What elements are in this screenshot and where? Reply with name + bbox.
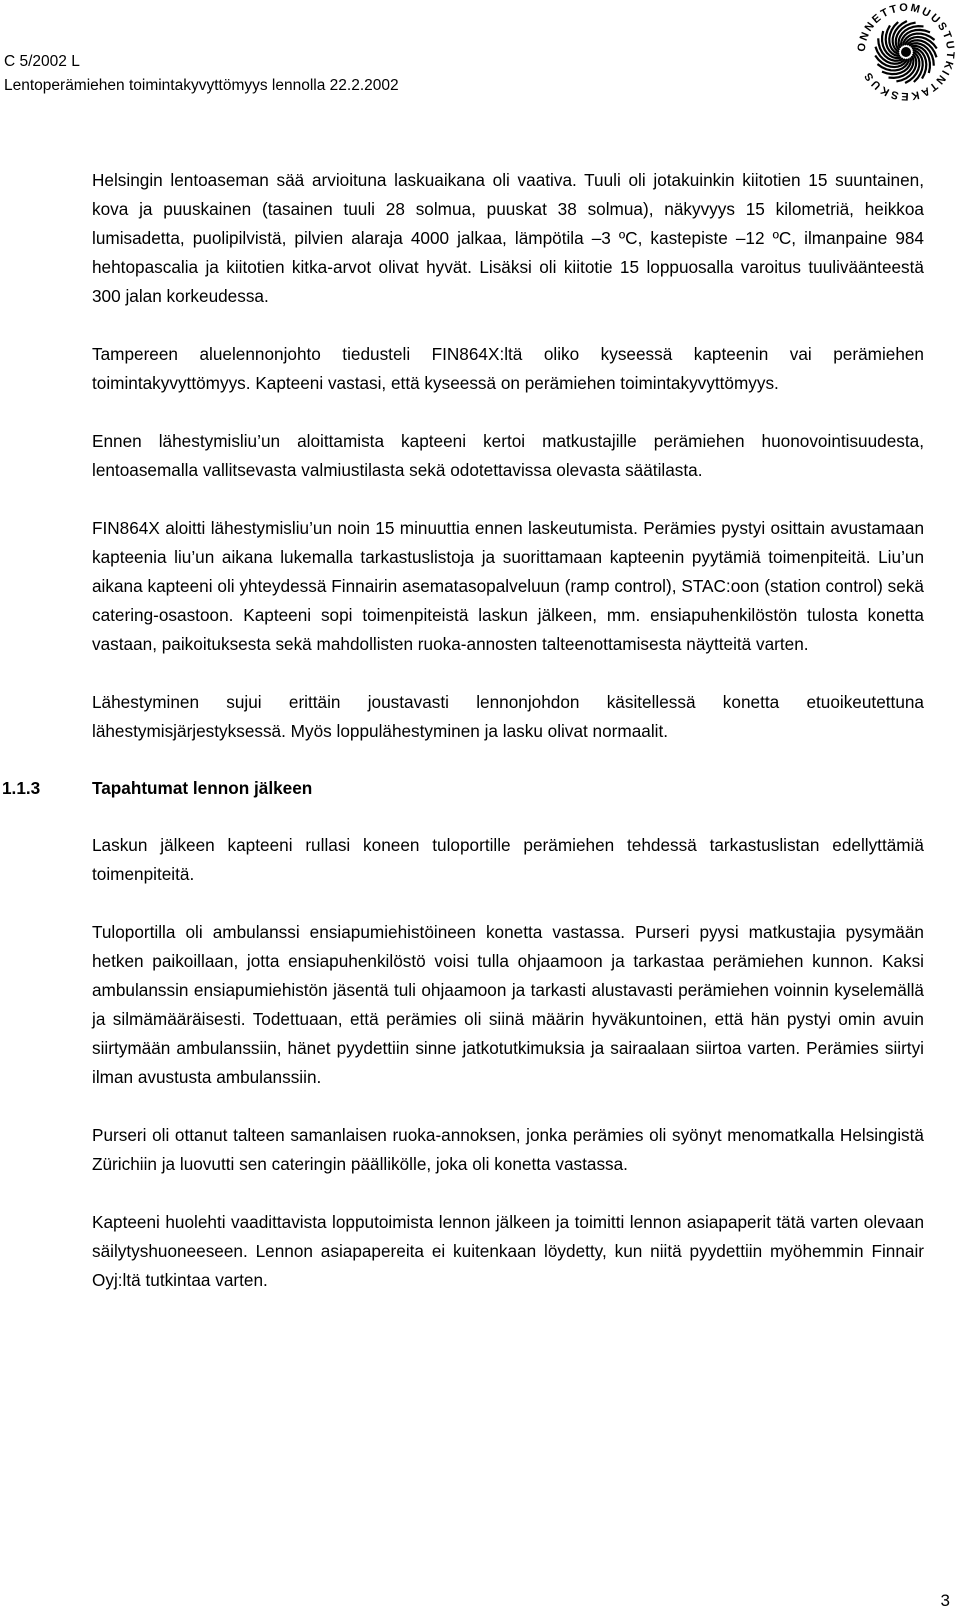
paragraph: Purseri oli ottanut talteen samanlaisen ruoka-annoksen, jonka perämies oli syönyt menomatkalla Helsingistä Zürichiin ja luovutti sen cateringin päällikölle, joka oli konetta vastassa. [92, 1125, 924, 1174]
paragraph: FIN864X aloitti lähestymisliu’un noin 15 minuuttia ennen laskeutumista. Perämies pystyi osittain avustamaan kapteenia liu’un aikana lukemalla tarkastuslistoja ja suorittamaan kapteenin pyytämiä toimenpiteitä. Liu’un aikana kapteeni oli yhteydessä Finnairin asematasopalveluun (ramp control), STAC:oon (station control) sekä catering-osastoon. Kapteeni sopi toimenpiteistä laskun jälkeen, mm. ensiapuhenkilöstön tulosta konetta vastaan, paikoituksesta sekä mahdollisten ruoka-annosten talteenottamisesta näytteitä varten. [92, 518, 924, 654]
paragraph: Tampereen aluelennonjohto tiedusteli FIN864X:ltä oliko kyseessä kapteenin vai perämiehen toimintakyvyttömyys. Kapteeni vastasi, että kyseessä on perämiehen toimintakyvyttömyys. [92, 344, 924, 393]
paragraph: Laskun jälkeen kapteeni rullasi koneen tuloportille perämiehen tehdessä tarkastuslistan edellyttämiä toimenpiteitä. [92, 835, 924, 884]
paragraph: Kapteeni huolehti vaadittavista lopputoimista lennon jälkeen ja toimitti lennon asiapaperit tätä varten olevaan säilytyshuoneeseen. Lennon asiapapereita ei kuitenkaan löydetty, kun niitä pyydettiin myöhemmin Finnair Oyj:ltä tutkintaa varten. [92, 1212, 924, 1290]
document-id: C 5/2002 L [4, 53, 80, 70]
page-header [4, 50, 399, 98]
page-number: 3 [940, 1591, 950, 1610]
document-subtitle: Lentoperämiehen toimintakyvyttömyys lennolla 22.2.2002 [4, 77, 399, 94]
section-heading [2, 774, 924, 803]
paragraph: Ennen lähestymisliu’un aloittamista kapteeni kertoi matkustajille perämiehen huonovointisuudesta, lentoasemalla vallitsevasta valmiustilasta sekä odotettavissa olevasta säätilasta. [92, 431, 924, 480]
onnettomuustutkintakeskus-seal-icon [856, 2, 956, 102]
document-body [2, 166, 924, 1295]
seal-text: ONNETTOMUUSTUTKINTAKESKUS [856, 2, 956, 102]
paragraph: Helsingin lentoaseman sää arvioituna laskuaikana oli vaativa. Tuuli oli jotakuinkin kiitotien 15 suuntainen, kova ja puuskainen (tasainen tuuli 28 solmua, puuskat 38 solmua), näkyvyys 15 kilometriä, heikkoa lumisadetta, puolipilvistä, pilvien alaraja 4000 jalkaa, lämpötila –3 ºC, kastepiste –12 ºC, ilmanpaine 984 hehtopascalia ja kiitotien kitka-arvot olivat hyvät. Lisäksi oli kiitotie 15 loppuosalla varoitus tuuliväänteestä 300 jalan korkeudessa. [92, 170, 924, 306]
paragraph: Lähestyminen sujui erittäin joustavasti lennonjohdon käsitellessä konetta etuoikeutettuna lähestymisjärjestyksessä. Myös loppulähestyminen ja lasku olivat normaalit. [92, 692, 924, 741]
paragraph: Tuloportilla oli ambulanssi ensiapumiehistöineen konetta vastassa. Purseri pyysi matkustajia pysymään hetken paikoillaan, jotta ensiapuhenkilöstö voisi tulla ohjaamoon ja tarkastaa perämiehen kunnon. Kaksi ambulanssin ensiapumiehistön jäsentä tuli ohjaamoon ja tarkasti alustavasti perämiehen voinnin kyselemällä ja silmämääräisesti. Todettuaan, että perämies oli siinä määrin hyväkuntoinen, että hän pystyi omin avuin siirtymään ambulanssiin, hänet pyydettiin sinne jatkotutkimuksia ja sairaalaan siirtoa varten. Perämies siirtyi ilman avustusta ambulanssiin. [92, 922, 924, 1087]
section-title: Tapahtumat lennon jälkeen [92, 778, 313, 798]
section-number: 1.1.3 [2, 778, 41, 798]
